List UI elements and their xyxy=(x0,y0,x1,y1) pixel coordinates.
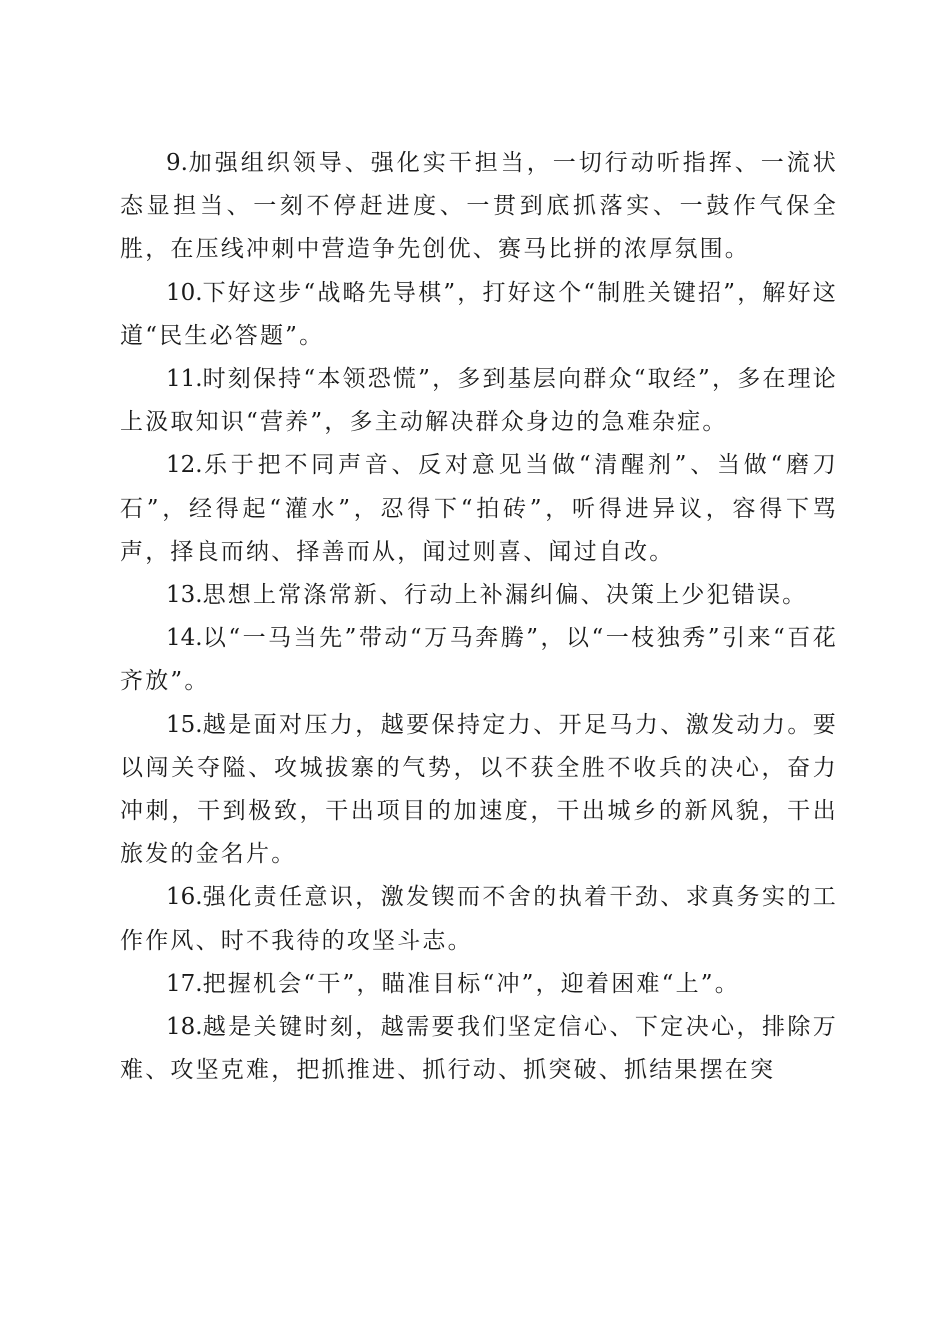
paragraph-17 xyxy=(120,963,838,1006)
paragraph-11 xyxy=(120,358,838,444)
paragraph-number: 18. xyxy=(166,1014,203,1041)
paragraph-text: 下好这步“战略先导棋”，打好这个“制胜关键招”，解好这道“民生必答题”。 xyxy=(120,279,839,349)
paragraph-13 xyxy=(120,574,838,617)
paragraph-number: 17. xyxy=(166,970,203,997)
paragraph-number: 14. xyxy=(166,625,203,652)
paragraph-text: 加强组织领导、强化实干担当，一切行动听指挥、一流状态显担当、一刻不停赶进度、一贯到底抓落实、一鼓作气保全胜，在压线冲刺中营造争先创优、赛马比拼的浓厚氛围。 xyxy=(120,150,838,263)
document-page xyxy=(120,142,838,1092)
paragraph-text: 越是面对压力，越要保持定力、开足马力、激发动力。要以闯关夺隘、攻城拔寨的气势，以不获全胜不收兵的决心，奋力冲刺，干到极致，干出项目的加速度，干出城乡的新风貌，干出旅发的金名片。 xyxy=(120,711,838,868)
paragraph-12 xyxy=(120,444,838,574)
paragraph-14 xyxy=(120,617,838,703)
paragraph-number: 13. xyxy=(166,582,203,609)
paragraph-text: 把握机会“干”，瞄准目标“冲”，迎着困难“上”。 xyxy=(202,970,740,997)
paragraph-number: 9. xyxy=(166,150,188,176)
paragraph-number: 15. xyxy=(166,711,203,738)
paragraph-text: 越是关键时刻，越需要我们坚定信心、下定决心，排除万难、攻坚克难，把抓推进、抓行动、抓突破、抓结果摆在突 xyxy=(120,1014,838,1084)
paragraph-text: 乐于把不同声音、反对意见当做“清醒剂”、当做“磨刀石”，经得起“灌水”，忍得下“拍砖”，听得进异议，容得下骂声，择良而纳、择善而从，闻过则喜、闻过自改。 xyxy=(120,452,838,565)
paragraph-18 xyxy=(120,1006,838,1092)
paragraph-text: 强化责任意识，激发锲而不舍的执着干劲、求真务实的工作作风、时不我待的攻坚斗志。 xyxy=(120,884,838,954)
paragraph-number: 11. xyxy=(166,366,203,393)
paragraph-10 xyxy=(120,272,838,358)
paragraph-number: 12. xyxy=(166,452,203,479)
paragraph-16 xyxy=(120,876,838,962)
paragraph-number: 16. xyxy=(166,884,203,911)
paragraph-number: 10. xyxy=(166,279,203,306)
paragraph-9 xyxy=(120,142,838,272)
paragraph-text: 以“一马当先”带动“万马奔腾”，以“一枝独秀”引来“百花齐放”。 xyxy=(120,625,838,695)
paragraph-15 xyxy=(120,704,838,877)
paragraph-text: 时刻保持“本领恐慌”，多到基层向群众“取经”，多在理论上汲取知识“营养”，多主动解决群众身边的急难杂症。 xyxy=(120,366,839,436)
paragraph-text: 思想上常涤常新、行动上补漏纠偏、决策上少犯错误。 xyxy=(202,582,808,609)
